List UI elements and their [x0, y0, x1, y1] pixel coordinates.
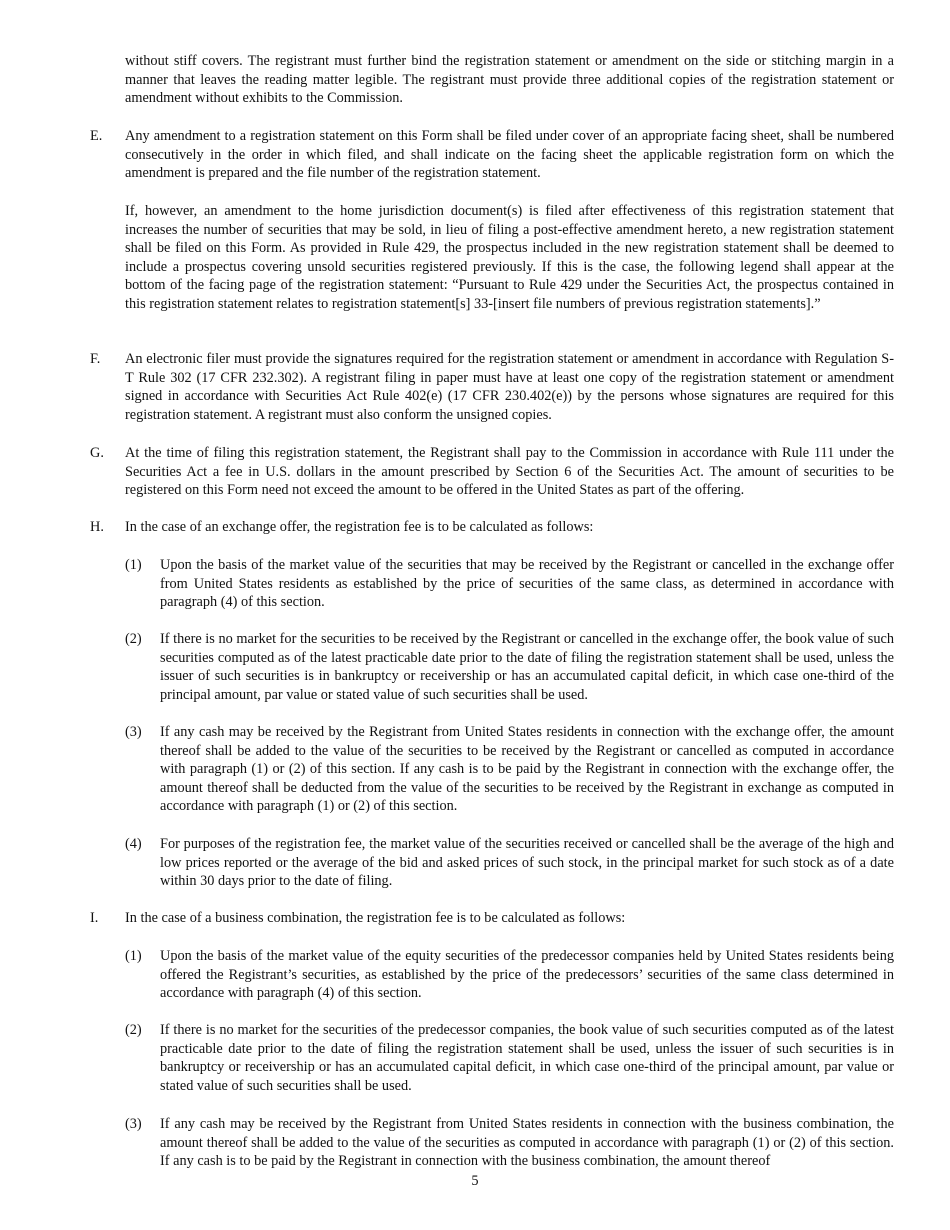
- section-i-paragraph: In the case of a business combination, the registration fee is to be calculated as follows:: [125, 910, 626, 926]
- section-i-item-3-text: If any cash may be received by the Registrant from United States residents in connection with the business combination, the amount thereof shall be added to the value of the securities as computed in accordance with paragraph (1) or (2) of this section. If any cash is to be paid by the Registrant in connection with the business combination, the amount thereof: [160, 1116, 894, 1170]
- intro-paragraph: without stiff covers. The registrant must further bind the registration statement or amendment on the side or stitching margin in a manner that leaves the reading matter legible. The registrant must provide three additional copies of the registration statement or amendment without exhibits to the Commission.: [125, 53, 894, 107]
- section-i-item-2-text: If there is no market for the securities of the predecessor companies, the book value of such securities computed as of the latest practicable date prior to the date of filing the registration statement shall be used, unless the issuer of such securities is in bankruptcy or receivership or has an accumulated capital deficit, in which case one-third of the principal amount, par value or stated value of such securities shall be used.: [160, 1022, 894, 1094]
- section-i-item-1-number: (1): [125, 948, 142, 964]
- section-g-letter: G.: [90, 445, 104, 461]
- section-e-letter: E.: [90, 128, 103, 144]
- section-g-paragraph: At the time of filing this registration statement, the Registrant shall pay to the Commission in accordance with Rule 111 under the Securities Act a fee in U.S. dollars in the amount prescribed by Section 6 of the Securities Act. The amount of securities to be registered on this Form need not exceed the amount to be offered in the United States as part of the offering.: [125, 445, 894, 499]
- section-f-paragraph: An electronic filer must provide the signatures required for the registration statement or amendment in accordance with Regulation S-T Rule 302 (17 CFR 232.302). A registrant filing in paper must have at least one copy of the registration statement or amendment signed in accordance with Securities Act Rule 402(e) (17 CFR 230.402(e)) by the persons whose signatures are required for this registration statement. A registrant must also conform the unsigned copies.: [125, 351, 894, 423]
- section-h-item-1-text: Upon the basis of the market value of the securities that may be received by the Registrant or cancelled in the exchange offer from United States residents as established by the price of securities of the same class, as determined in accordance with paragraph (4) of this section.: [160, 557, 894, 611]
- section-h-paragraph: In the case of an exchange offer, the registration fee is to be calculated as follows:: [125, 519, 594, 535]
- section-h-item-2-number: (2): [125, 631, 142, 647]
- section-i-item-1-text: Upon the basis of the market value of the equity securities of the predecessor companies held by United States residents being offered the Registrant’s securities, as established by the price of the predecessors’ securities of the same class determined in accordance with paragraph (4) of this section.: [160, 948, 894, 1002]
- section-h-item-2-text: If there is no market for the securities to be received by the Registrant or cancelled in the exchange offer, the book value of such securities computed as of the latest practicable date prior to the date of filing the registration statement shall be used, unless the issuer of such securities is in bankruptcy or receivership or has an accumulated capital deficit, in which case one-third of the principal amount, par value or stated value of such securities shall be used.: [160, 631, 894, 703]
- section-h-item-1-number: (1): [125, 557, 142, 573]
- section-f-letter: F.: [90, 351, 101, 367]
- page-number: 5: [471, 1173, 479, 1189]
- section-h-letter: H.: [90, 519, 104, 535]
- section-i-item-3-number: (3): [125, 1116, 142, 1132]
- section-h-item-4-number: (4): [125, 836, 142, 852]
- section-h-item-3-number: (3): [125, 724, 142, 740]
- section-i-letter: I.: [90, 910, 99, 926]
- section-i-item-2-number: (2): [125, 1022, 142, 1038]
- section-h-item-4-text: For purposes of the registration fee, the market value of the securities received or cancelled shall be the average of the high and low prices reported or the average of the bid and asked prices of such stock, in the principal market for such stock as of a date within 30 days prior to the date of filing.: [160, 836, 894, 890]
- section-h-item-3-text: If any cash may be received by the Registrant from United States residents in connection with the exchange offer, the amount thereof shall be added to the value of the securities to be received by the Registrant or cancelled as computed in accordance with paragraph (1) or (2) of this section. If any cash is to be paid by the Registrant in connection with the exchange offer, the amount thereof shall be deducted from the value of the securities to be received by the Registrant in exchange as computed in accordance with paragraph (1) or (2) of this section.: [160, 724, 894, 815]
- section-e-paragraph-2: If, however, an amendment to the home jurisdiction document(s) is filed after effectiveness of this registration statement that increases the number of securities that may be sold, in lieu of filing a post-effective amendment hereto, a new registration statement shall be filed on this Form. As provided in Rule 429, the prospectus included in the new registration statement shall be deemed to include a prospectus covering unsold securities registered previously. If this is the case, the following legend shall appear at the bottom of the facing page of the registration statement: “Pursuant to Rule 429 under the Securities Act, the prospectus contained in this registration statement relates to registration statement[s] 33-[insert file numbers of previous registration statements].”: [125, 203, 894, 312]
- section-e-paragraph-1: Any amendment to a registration statement on this Form shall be filed under cover of an appropriate facing sheet, shall be numbered consecutively in the order in which filed, and shall indicate on the facing sheet the applicable registration form on which the amendment is prepared and the file number of the registration statement.: [125, 128, 894, 182]
